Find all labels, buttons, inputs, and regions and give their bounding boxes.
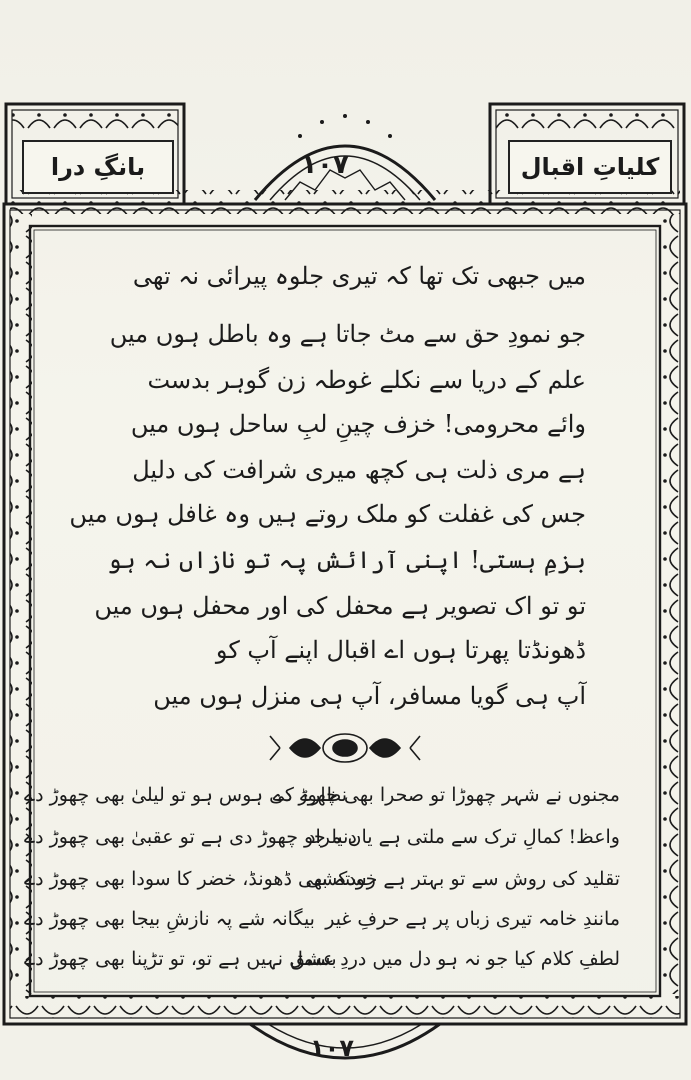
book-title: کلیاتِ اقبال: [508, 140, 672, 194]
ghazal-line: جس کی غفلت کو ملک روتے ہیں وہ غافل ہوں میں: [69, 500, 586, 528]
section-title: بانگِ درا: [22, 140, 174, 194]
couplet-right-line: مجنوں نے شہر چھوڑا تو صحرا بھی چھوڑ دے: [272, 784, 620, 806]
ghazal-line: تو تو اک تصویر ہے محفل کی اور محفل ہوں میں: [94, 592, 586, 620]
ghazal-line: ہے مری ذلت ہی کچھ میری شرافت کی دلیل: [132, 456, 586, 484]
couplet-left-line: رستہ بھی ڈھونڈ، خضر کا سودا بھی چھوڑ دے: [24, 868, 376, 890]
couplet-right-line: تقلید کی روش سے تو بہتر ہے خودکشی: [305, 868, 620, 890]
couplet-left-line: بسمل نہیں ہے تو، تو تڑپنا بھی چھوڑ دے: [24, 948, 337, 970]
ghazal-line: علم کے دریا سے نکلے غوطہ زن گوہر بدست: [147, 366, 586, 394]
couplet-left-line: دنیا جو چھوڑ دی ہے تو عقبیٰ بھی چھوڑ دے: [24, 826, 357, 848]
couplet-right-line: واعظ! کمالِ ترک سے ملتی ہے یاں مراد: [307, 826, 620, 848]
couplet-left-line: نظارے کی ہوس ہو تو لیلیٰ بھی چھوڑ دے: [24, 784, 347, 806]
couplet-right-line: مانندِ خامہ تیری زباں پر ہے حرفِ غیر: [325, 908, 620, 930]
couplet-right-line: لطفِ کلام کیا جو نہ ہو دل میں دردِ عشق: [290, 948, 620, 970]
ghazal-line: میں جبھی تک تھا کہ تیری جلوہ پیرائی نہ تھی: [132, 262, 586, 290]
couplet-left-line: بیگانہ شے پہ نازشِ بیجا بھی چھوڑ دے: [24, 908, 315, 930]
ghazal-line: جو نمودِ حق سے مٹ جاتا ہے وہ باطل ہوں میں: [109, 320, 586, 348]
page-number-top: ۱۰۷: [301, 150, 349, 180]
ghazal-line: وائے محرومی! خزف چینِ لبِ ساحل ہوں میں: [130, 410, 586, 438]
ghazal-line: ڈھونڈتا پھرتا ہوں اے اقبال اپنے آپ کو: [215, 636, 586, 664]
ghazal-line: بزمِ ہستی! اپنی آرائش پہ تو نازاں نہ ہو: [107, 546, 586, 574]
page-number-bottom: ۱۰۷: [310, 1034, 354, 1062]
poem-body: [24, 232, 626, 992]
ghazal-line: آپ ہی گویا مسافر، آپ ہی منزل ہوں میں: [153, 682, 586, 710]
